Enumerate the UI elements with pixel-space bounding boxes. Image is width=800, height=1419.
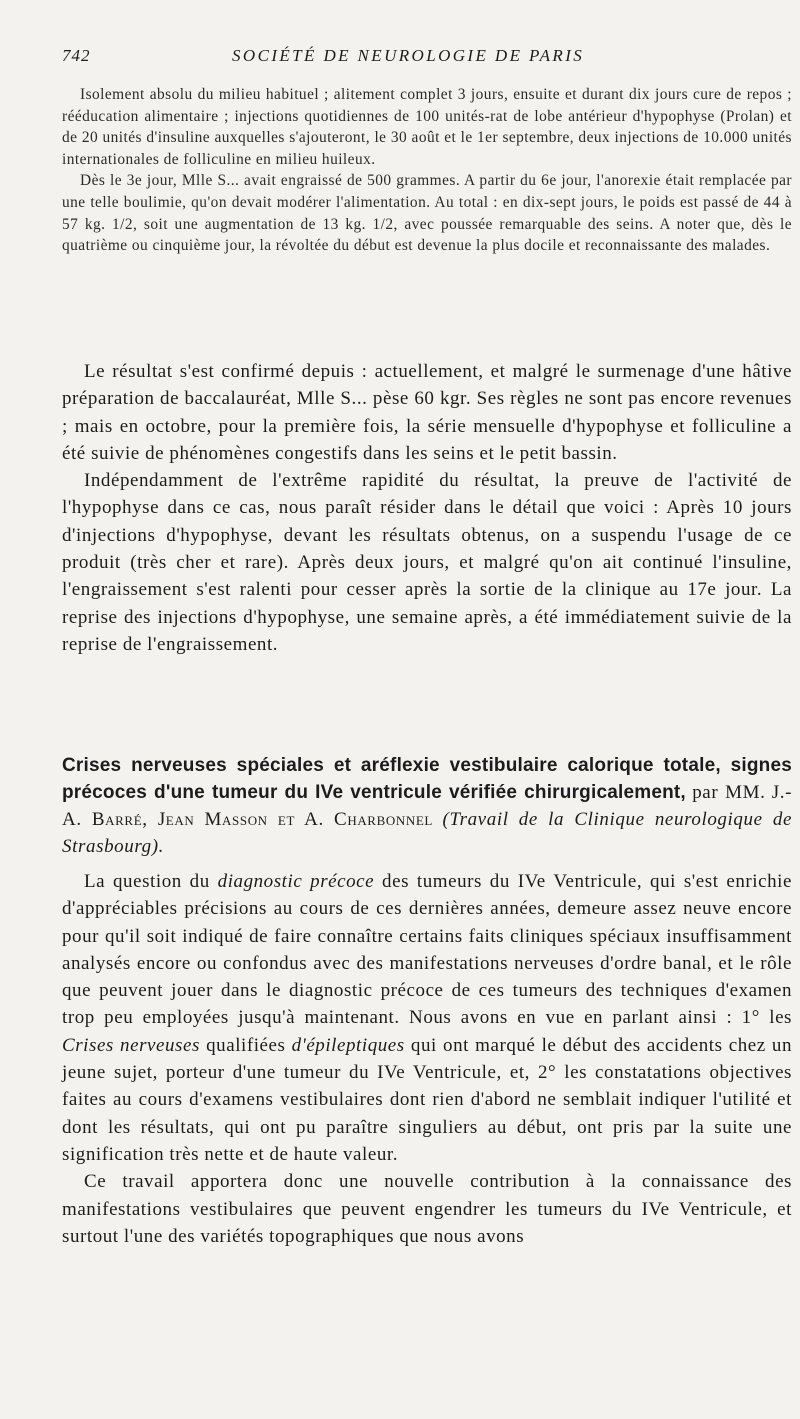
- article-heading: [62, 752, 792, 860]
- text-run: La question du: [84, 871, 210, 892]
- body-section-1: [62, 358, 792, 658]
- body-paragraph: Le résultat s'est confirmé depuis : actuellement, et malgré le surmenage d'une hâtive préparation de baccalauréat, Mlle S... pèse 60 kgr. Ses règles ne sont pas encore revenues ; mais en octobre, pour la première fois, la série mensuelle d'hypophyse et folliculine a été suivie de phénomènes congestifs dans les seins et le petit bassin.: [62, 361, 792, 464]
- emphasis-text: diagnostic précoce: [217, 871, 375, 892]
- text-run: qui ont marqué le début des accidents chez un jeune sujet, porteur d'une tumeur du IVe Ventricule, et, 2° les constatations objectives faites au cours d'examens vestibulaires dont rien d'abord ne semblait indiquer l'utilité et dont les résultats, qui ont pu paraître singuliers au début, ont pris par la suite une signification très nette et de haute valeur.: [62, 1034, 792, 1165]
- body-paragraph: Indépendamment de l'extrême rapidité du résultat, la preuve de l'activité de l'hypophyse dans ce cas, nous paraît résider dans le détail que voici : Après 10 jours d'injections d'hypophyse, devant les résultats obtenus, on a suspendu l'usage de ce produit (très cher et rare). Après deux jours, et malgré qu'on ait continué l'insuline, l'engraissement s'est ralenti pour cesser après la sortie de la clinique au 17e jour. La reprise des injections d'hypophyse, une semaine après, a été immédiatement suivie de la reprise de l'engraissement.: [62, 470, 792, 655]
- text-run: qualifiées: [206, 1034, 286, 1056]
- article-title: Crises nerveuses spéciales et aréflexie vestibulaire calorique totale, signes précoces d'une tumeur du IVe ventricule vérifiée chirurgicalement,: [62, 755, 792, 803]
- running-title: SOCIÉTÉ DE NEUROLOGIE DE PARIS: [232, 46, 585, 65]
- article-source: (Travail de la Clinique neurologique de Strasbourg).: [62, 809, 793, 857]
- case-note-paragraph: Isolement absolu du milieu habituel ; alitement complet 3 jours, ensuite et durant dix jours cure de repos ; rééducation alimentaire ; injections quotidiennes de 100 unités-rat de lobe antérieur d'hypophyse (Prolan) et de 20 unités d'insuline auxquelles s'ajouteront, le 30 août et le 1er septembre, deux injections de 10.000 unités internationales de folliculine en milieu huileux.: [62, 86, 792, 168]
- emphasis-text: Crises nerveuses: [62, 1034, 200, 1056]
- body-paragraph: Ce travail apportera donc une nouvelle contribution à la connaissance des manifestations vestibulaires que peuvent engendrer les tumeurs du IVe Ventricule, et surtout l'une des variétés topographiques que nous avons: [62, 1171, 792, 1247]
- case-notes: [62, 84, 792, 257]
- body-section-2: [62, 868, 792, 1250]
- text-run: des tumeurs du IVe Ventricule, qui s'est enrichie d'appréciables précisions au cours de ces dernières années, demeure assez neuve encore pour qu'il soit indiqué de faire connaître certains faits cliniques spéciaux insuffisamment analysés encore ou confondus avec des manifestations nerveuses d'ordre banal, et le rôle que peuvent jouer dans le diagnostic précoce de ces tumeurs des techniques d'examen trop peu employées jusqu'à maintenant. Nous avons en vue en parlant ainsi : 1° les: [62, 871, 792, 1029]
- case-note-paragraph: Dès le 3e jour, Mlle S... avait engraissé de 500 grammes. A partir du 6e jour, l'anorexie était remplacée par une telle boulimie, qu'on devait modérer l'alimentation. Au total : en dix-sept jours, le poids est passé de 44 à 57 kg. 1/2, soit une augmentation de 13 kg. 1/2, avec poussée remarquable des seins. A noter que, dès le quatrième ou cinquième jour, la révoltée du début est devenue la plus docile et reconnaissante des malades.: [62, 172, 792, 255]
- page-number: 742: [62, 46, 91, 65]
- authors-prefix: par MM.: [692, 782, 766, 803]
- emphasis-text: d'épileptiques: [291, 1034, 405, 1056]
- body-paragraph: [62, 868, 792, 1168]
- article-authors: J.-A. Barré, Jean Masson et A. Charbonnel: [62, 782, 793, 830]
